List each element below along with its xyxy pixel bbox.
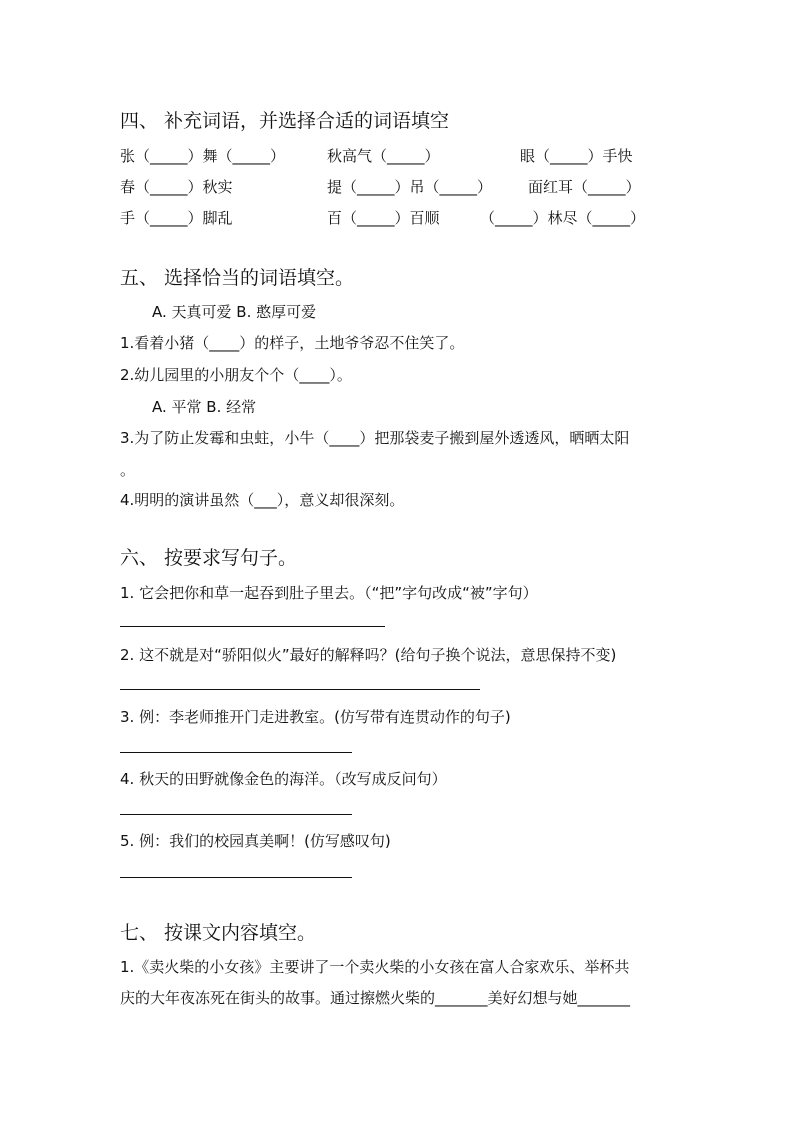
answer-line[interactable] xyxy=(120,626,385,627)
paragraph-line: 庆的大年夜冻死在街头的故事。通过擦燃火柴的_______美好幻想与她_______ xyxy=(120,989,631,1007)
question-text: 3.为了防止发霉和虫蛀，小牛（____）把那袋麦子搬到屋外透透风，晒晒太阳 xyxy=(120,429,630,447)
sentence-task: 2. 这不就是对“骄阳似火”最好的解释吗？(给句子换个说法，意思保持不变) xyxy=(120,646,617,664)
choice-options: A. 天真可爱 B. 憨厚可爱 xyxy=(152,303,317,321)
idiom-cell: 眼（_____）手快 xyxy=(520,147,633,165)
question-text: 2.幼儿园里的小朋友个个（____）。 xyxy=(120,366,352,384)
answer-line[interactable] xyxy=(120,689,480,690)
idiom-cell: 百（_____）百顺 xyxy=(327,209,440,227)
section-7-title: 七、 按课文内容填空。 xyxy=(120,922,317,944)
idiom-cell: 提（_____）吊（_____） xyxy=(327,178,493,196)
idiom-cell: 手（_____）脚乱 xyxy=(120,209,233,227)
sentence-task: 4. 秋天的田野就像金色的海洋。（改写成反问句） xyxy=(120,770,447,788)
choice-options: A. 平常 B. 经常 xyxy=(152,398,257,416)
idiom-cell: 春（_____）秋实 xyxy=(120,178,233,196)
question-text-continuation: 。 xyxy=(120,461,136,479)
sentence-task: 1. 它会把你和草一起吞到肚子里去。（“把”字句改成“被”字句） xyxy=(120,584,538,602)
question-text: 1.看着小猪（____）的样子，土地爷爷忍不住笑了。 xyxy=(120,334,465,352)
idiom-cell: （_____）林尽（_____） xyxy=(480,209,646,227)
idiom-cell: 面红耳（_____） xyxy=(528,178,641,196)
answer-line[interactable] xyxy=(120,814,352,815)
section-6-title: 六、 按要求写句子。 xyxy=(120,547,298,569)
sentence-task: 5. 例：我们的校园真美啊！(仿写感叹句) xyxy=(120,832,391,850)
section-4-title: 四、 补充词语，并选择合适的词语填空 xyxy=(120,110,450,132)
sentence-task: 3. 例：李老师推开门走进教室。(仿写带有连贯动作的句子) xyxy=(120,708,511,726)
answer-line[interactable] xyxy=(120,752,352,753)
idiom-cell: 张（_____）舞（_____） xyxy=(120,147,286,165)
paragraph-line: 1.《卖火柴的小女孩》主要讲了一个卖火柴的小女孩在富人合家欢乐、举杯共 xyxy=(120,958,630,976)
idiom-cell: 秋高气（_____） xyxy=(327,147,440,165)
section-5-title: 五、 选择恰当的词语填空。 xyxy=(120,267,355,289)
question-text: 4.明明的演讲虽然（___），意义却很深刻。 xyxy=(120,491,405,509)
answer-line[interactable] xyxy=(120,877,352,878)
